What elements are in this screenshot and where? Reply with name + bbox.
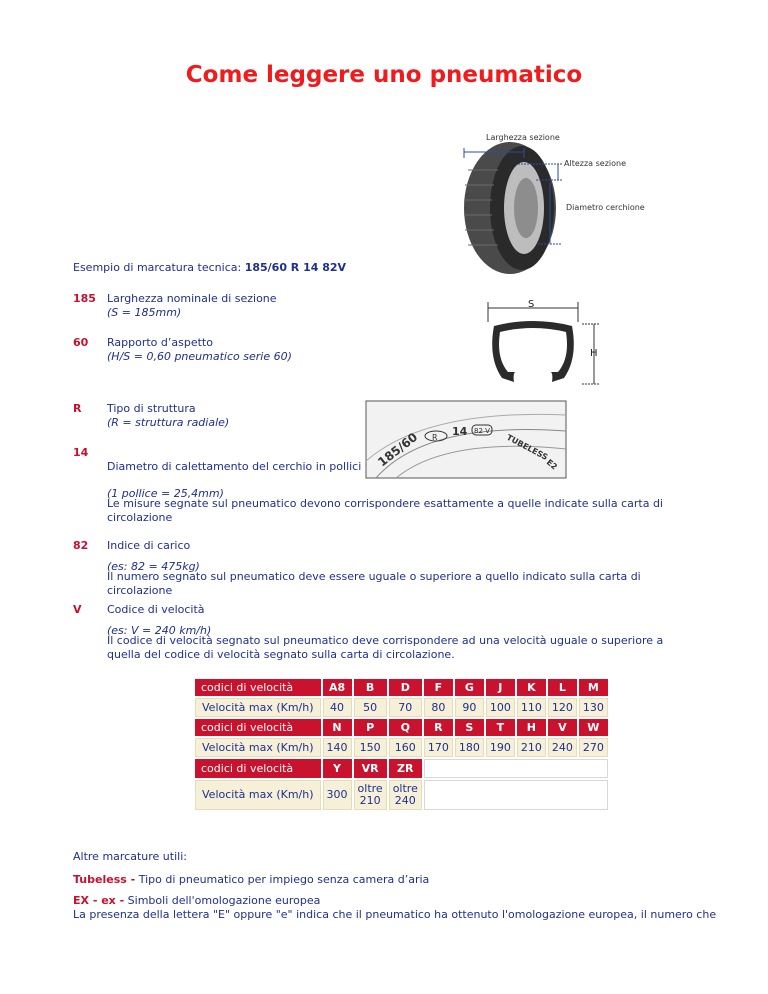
s-label: S bbox=[528, 299, 535, 310]
example-label: Esempio di marcatura tecnica: bbox=[73, 261, 242, 274]
table-cell: V bbox=[548, 719, 577, 736]
row-label: codici di velocità bbox=[195, 719, 321, 736]
table-cell: Q bbox=[389, 719, 422, 736]
table-row bbox=[195, 719, 608, 736]
empty-cell bbox=[424, 759, 608, 778]
table-row bbox=[195, 738, 608, 757]
table-cell: W bbox=[579, 719, 608, 736]
table-cell: 270 bbox=[579, 738, 608, 757]
table-cell: M bbox=[579, 679, 608, 696]
table-cell: VR bbox=[354, 759, 387, 778]
table-cell: oltre 240 bbox=[389, 780, 422, 810]
example-value: 185/60 R 14 82V bbox=[244, 261, 347, 274]
item-note: (R = struttura radiale) bbox=[107, 416, 230, 429]
table-cell: G bbox=[455, 679, 484, 696]
item-desc: Tipo di struttura bbox=[107, 402, 196, 415]
width-label: Larghezza sezione bbox=[486, 133, 560, 142]
sidewall-size: 185/60 bbox=[375, 429, 421, 470]
table-cell: R bbox=[424, 719, 453, 736]
table-cell: 160 bbox=[389, 738, 422, 757]
tubeless-line bbox=[73, 873, 429, 887]
sidewall-load: 82 V bbox=[474, 427, 490, 435]
h-label: H bbox=[590, 348, 598, 359]
table-cell: 300 bbox=[323, 780, 352, 810]
item-desc: Codice di velocità bbox=[107, 603, 205, 616]
table-cell: S bbox=[455, 719, 484, 736]
row-label: Velocità max (Km/h) bbox=[195, 780, 321, 810]
table-cell: J bbox=[486, 679, 515, 696]
sidewall-e2: E2 bbox=[544, 457, 559, 472]
table-cell: A8 bbox=[323, 679, 352, 696]
table-cell: K bbox=[517, 679, 546, 696]
height-label: Altezza sezione bbox=[564, 159, 626, 168]
row-label: Velocità max (Km/h) bbox=[195, 698, 321, 717]
item-note: (1 pollice = 25,4mm) bbox=[107, 487, 224, 500]
table-cell: 190 bbox=[486, 738, 515, 757]
page-title: Come leggere uno pneumatico bbox=[185, 62, 583, 88]
code-185: 185 bbox=[73, 292, 96, 305]
table-cell: 90 bbox=[455, 698, 484, 717]
empty-cell bbox=[424, 780, 608, 810]
table-cell: 40 bbox=[323, 698, 352, 717]
item-desc: Larghezza nominale di sezione bbox=[107, 292, 277, 305]
table-cell: 100 bbox=[486, 698, 515, 717]
table-cell: 140 bbox=[323, 738, 352, 757]
table-cell: oltre 210 bbox=[354, 780, 387, 810]
item-note: (es: 82 = 475kg) bbox=[107, 560, 200, 573]
row-label: codici di velocità bbox=[195, 679, 321, 696]
table-row bbox=[195, 698, 608, 717]
tire-section-diagram bbox=[478, 298, 608, 390]
item-extra: Il numero segnato sul pneumatico deve essere uguale o superiore a quello indicato sulla carta di circolazione bbox=[107, 570, 641, 597]
table-cell: L bbox=[548, 679, 577, 696]
item-extra: Il codice di velocità segnato sul pneumatico deve corrispondere ad una velocità uguale o superiore a quella del codice di velocità segnato sulla carta di circolazione. bbox=[107, 634, 664, 661]
row-label: codici di velocità bbox=[195, 759, 321, 778]
item-desc: Diametro di calettamento del cerchio in pollici bbox=[107, 460, 362, 473]
table-cell: D bbox=[389, 679, 422, 696]
table-cell: 180 bbox=[455, 738, 484, 757]
item-desc: Rapporto d’aspetto bbox=[107, 336, 213, 349]
table-cell: 210 bbox=[517, 738, 546, 757]
diameter-label: Diametro cerchione bbox=[566, 203, 645, 212]
sidewall-rim: 14 bbox=[452, 425, 468, 438]
code-V: V bbox=[73, 603, 82, 616]
table-cell: N bbox=[323, 719, 352, 736]
table-row bbox=[195, 759, 608, 778]
table-cell: H bbox=[517, 719, 546, 736]
table-cell: 170 bbox=[424, 738, 453, 757]
row-label: Velocità max (Km/h) bbox=[195, 738, 321, 757]
ex-label: EX - ex - bbox=[73, 894, 125, 907]
other-heading: Altre marcature utili: bbox=[73, 850, 187, 863]
tubeless-label: Tubeless - bbox=[73, 873, 136, 886]
table-cell: 120 bbox=[548, 698, 577, 717]
item-note: (es: V = 240 km/h) bbox=[107, 624, 212, 637]
tubeless-text: Tipo di pneumatico per impiego senza camera d’aria bbox=[138, 873, 430, 886]
table-cell: 240 bbox=[548, 738, 577, 757]
ex-text: Simboli dell'omologazione europea bbox=[127, 894, 321, 907]
table-cell: B bbox=[354, 679, 387, 696]
table-cell: 110 bbox=[517, 698, 546, 717]
code-R: R bbox=[73, 402, 82, 415]
item-note: (S = 185mm) bbox=[107, 306, 182, 319]
table-cell: 70 bbox=[389, 698, 422, 717]
table-cell: F bbox=[424, 679, 453, 696]
item-extra: Le misure segnate sul pneumatico devono corrispondere esattamente a quelle indicate sulla carta di circolazione bbox=[107, 497, 663, 524]
speed-codes-table bbox=[193, 677, 610, 812]
code-60: 60 bbox=[73, 336, 89, 349]
table-cell: 50 bbox=[354, 698, 387, 717]
tire-dimensions-diagram bbox=[458, 130, 645, 275]
table-cell: 80 bbox=[424, 698, 453, 717]
table-row bbox=[195, 780, 608, 810]
table-cell: 130 bbox=[579, 698, 608, 717]
table-cell: T bbox=[486, 719, 515, 736]
sidewall-r: R bbox=[432, 433, 438, 442]
example-line bbox=[73, 261, 346, 275]
item-note: (H/S = 0,60 pneumatico serie 60) bbox=[107, 350, 292, 363]
table-cell: Y bbox=[323, 759, 352, 778]
table-cell: 150 bbox=[354, 738, 387, 757]
table-cell: ZR bbox=[389, 759, 422, 778]
ex-line bbox=[73, 894, 320, 908]
table-row bbox=[195, 679, 608, 696]
ex-extra: La presenza della lettera "E" oppure "e" indica che il pneumatico ha ottenuto l'omologazione europea, il numero che bbox=[73, 908, 717, 921]
sidewall-tubeless: TUBELESS bbox=[505, 432, 550, 463]
item-desc: Indice di carico bbox=[107, 539, 191, 552]
sidewall-marking-image bbox=[366, 401, 566, 478]
table-cell: P bbox=[354, 719, 387, 736]
code-14: 14 bbox=[73, 446, 89, 459]
code-82: 82 bbox=[73, 539, 89, 552]
